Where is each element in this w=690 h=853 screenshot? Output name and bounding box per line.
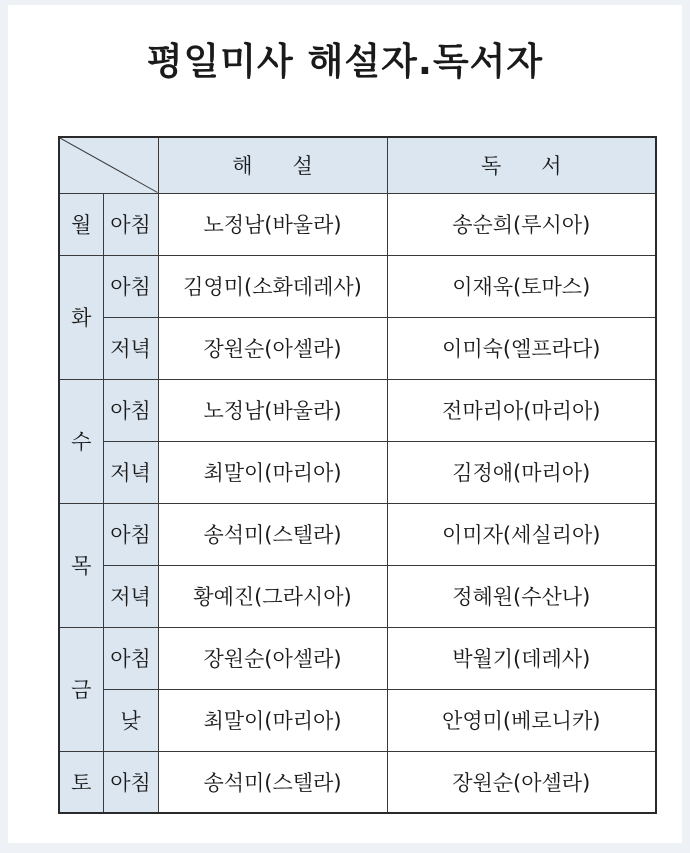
commentator-cell: 노정남(바울라) <box>158 193 387 255</box>
commentator-cell: 송석미(스텔라) <box>158 751 387 813</box>
reader-cell: 전마리아(마리아) <box>387 379 656 441</box>
reader-cell: 박월기(데레사) <box>387 627 656 689</box>
reader-cell: 정혜원(수산나) <box>387 565 656 627</box>
table-row <box>59 751 656 813</box>
header-row <box>59 137 656 193</box>
reader-cell: 안영미(베로니카) <box>387 689 656 751</box>
time-cell: 아침 <box>103 503 158 565</box>
table-row <box>59 379 656 441</box>
commentator-cell: 황예진(그라시아) <box>158 565 387 627</box>
roster-table <box>58 136 657 814</box>
corner-cell <box>59 137 158 193</box>
day-cell: 금 <box>59 627 103 751</box>
table-row <box>59 441 656 503</box>
table-row <box>59 627 656 689</box>
commentator-cell: 최말이(마리아) <box>158 689 387 751</box>
day-cell: 화 <box>59 255 103 379</box>
table-row <box>59 565 656 627</box>
reader-cell: 장원순(아셀라) <box>387 751 656 813</box>
reader-cell: 김정애(마리아) <box>387 441 656 503</box>
page-title: 평일미사 해설자.독서자 <box>146 40 544 83</box>
day-cell: 토 <box>59 751 103 813</box>
table-row <box>59 193 656 255</box>
time-cell: 아침 <box>103 255 158 317</box>
time-cell: 아침 <box>103 751 158 813</box>
day-cell: 월 <box>59 193 103 255</box>
table-row <box>59 255 656 317</box>
reader-cell: 송순희(루시아) <box>387 193 656 255</box>
commentator-cell: 노정남(바울라) <box>158 379 387 441</box>
reader-cell: 이미숙(엘프라다) <box>387 317 656 379</box>
table-row <box>59 689 656 751</box>
day-cell: 목 <box>59 503 103 627</box>
time-cell: 낮 <box>103 689 158 751</box>
commentator-cell: 장원순(아셀라) <box>158 627 387 689</box>
header-reader: 독 서 <box>387 137 656 193</box>
reader-cell: 이재욱(토마스) <box>387 255 656 317</box>
time-cell: 아침 <box>103 379 158 441</box>
commentator-cell: 송석미(스텔라) <box>158 503 387 565</box>
diagonal-line <box>60 138 158 193</box>
commentator-cell: 장원순(아셀라) <box>158 317 387 379</box>
reader-cell: 이미자(세실리아) <box>387 503 656 565</box>
time-cell: 저녁 <box>103 317 158 379</box>
table-row <box>59 503 656 565</box>
time-cell: 저녁 <box>103 441 158 503</box>
day-cell: 수 <box>59 379 103 503</box>
time-cell: 저녁 <box>103 565 158 627</box>
commentator-cell: 김영미(소화데레사) <box>158 255 387 317</box>
time-cell: 아침 <box>103 627 158 689</box>
table-row <box>59 317 656 379</box>
time-cell: 아침 <box>103 193 158 255</box>
header-commentator: 해 설 <box>158 137 387 193</box>
commentator-cell: 최말이(마리아) <box>158 441 387 503</box>
